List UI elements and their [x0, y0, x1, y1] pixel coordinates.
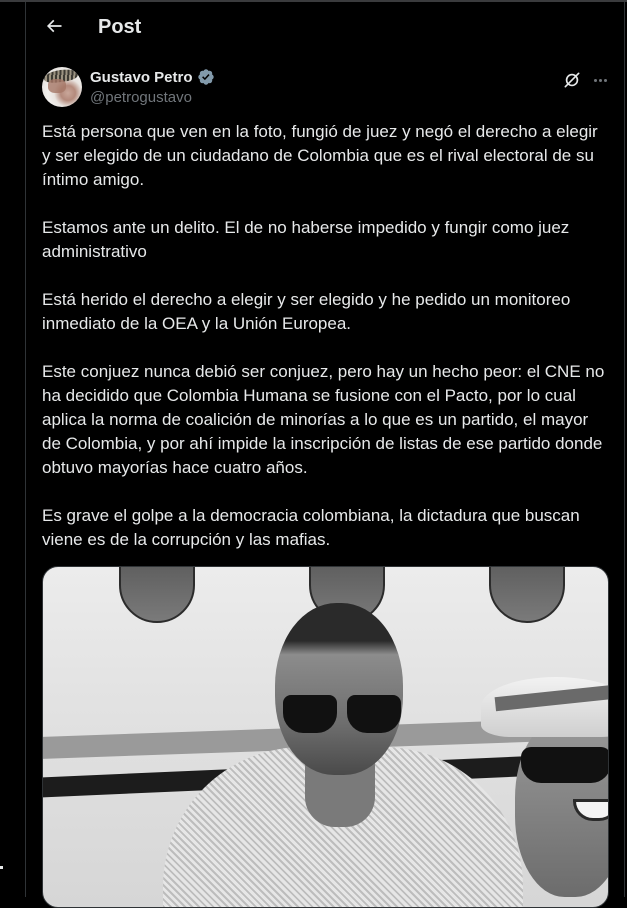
back-button[interactable] — [40, 12, 68, 40]
verified-badge-icon[interactable] — [197, 68, 215, 86]
column-divider-right — [624, 2, 625, 897]
person-head — [275, 603, 403, 775]
avatar-face — [48, 79, 66, 93]
post-paragraph: Estamos ante un delito. El de no haberse impedido y fungir como juez administrativo — [42, 218, 570, 261]
more-options-button[interactable] — [590, 70, 610, 90]
sunglasses — [521, 747, 609, 783]
page-title: Post — [98, 16, 142, 38]
avatar[interactable] — [42, 67, 82, 107]
column-divider-left — [25, 2, 26, 897]
name-row — [90, 68, 215, 86]
post-photo[interactable] — [42, 566, 609, 908]
grok-icon — [562, 70, 582, 90]
author-display-name[interactable]: Gustavo Petro — [90, 68, 193, 86]
grok-button[interactable] — [562, 70, 582, 90]
post-paragraph: Este conjuez nunca debió ser conjuez, pero hay un hecho peor: el CNE no ha decidido que Colombia Humana se fusione con el Pacto, por lo cual aplica la norma de coalición de minorías a lo que es un partido, el mayor de Colombia, y por ahí impide la inscripción de listas de ese partido donde obtuvo mayorías hace cuatro años. — [42, 362, 605, 477]
sunglasses — [281, 695, 403, 735]
more-options-icon — [594, 79, 597, 82]
more-options-icon-dot — [599, 79, 602, 82]
post-paragraph: Está herido el derecho a elegir y ser elegido y he pedido un monitoreo inmediato de la OEA y la Unión Europea. — [42, 290, 571, 333]
more-options-icon-dot — [604, 79, 607, 82]
arrow-left-icon — [44, 16, 64, 36]
author-handle[interactable]: @petrogustavo — [90, 89, 192, 106]
post-body — [42, 120, 610, 576]
post-paragraph: Es grave el golpe a la democracia colombiana, la dictadura que buscan viene es de la corrupción y las mafias. — [42, 506, 580, 549]
sidebar-indicator-dot — [0, 866, 3, 869]
post-paragraph: Está persona que ven en la foto, fungió de juez y negó el derecho a elegir y ser elegido de un ciudadano de Colombia que es el rival electoral de su íntimo amigo. — [42, 122, 598, 189]
airplane-window — [489, 566, 565, 623]
post-author — [42, 67, 612, 109]
post-header — [26, 2, 624, 54]
airplane-window — [119, 566, 195, 623]
